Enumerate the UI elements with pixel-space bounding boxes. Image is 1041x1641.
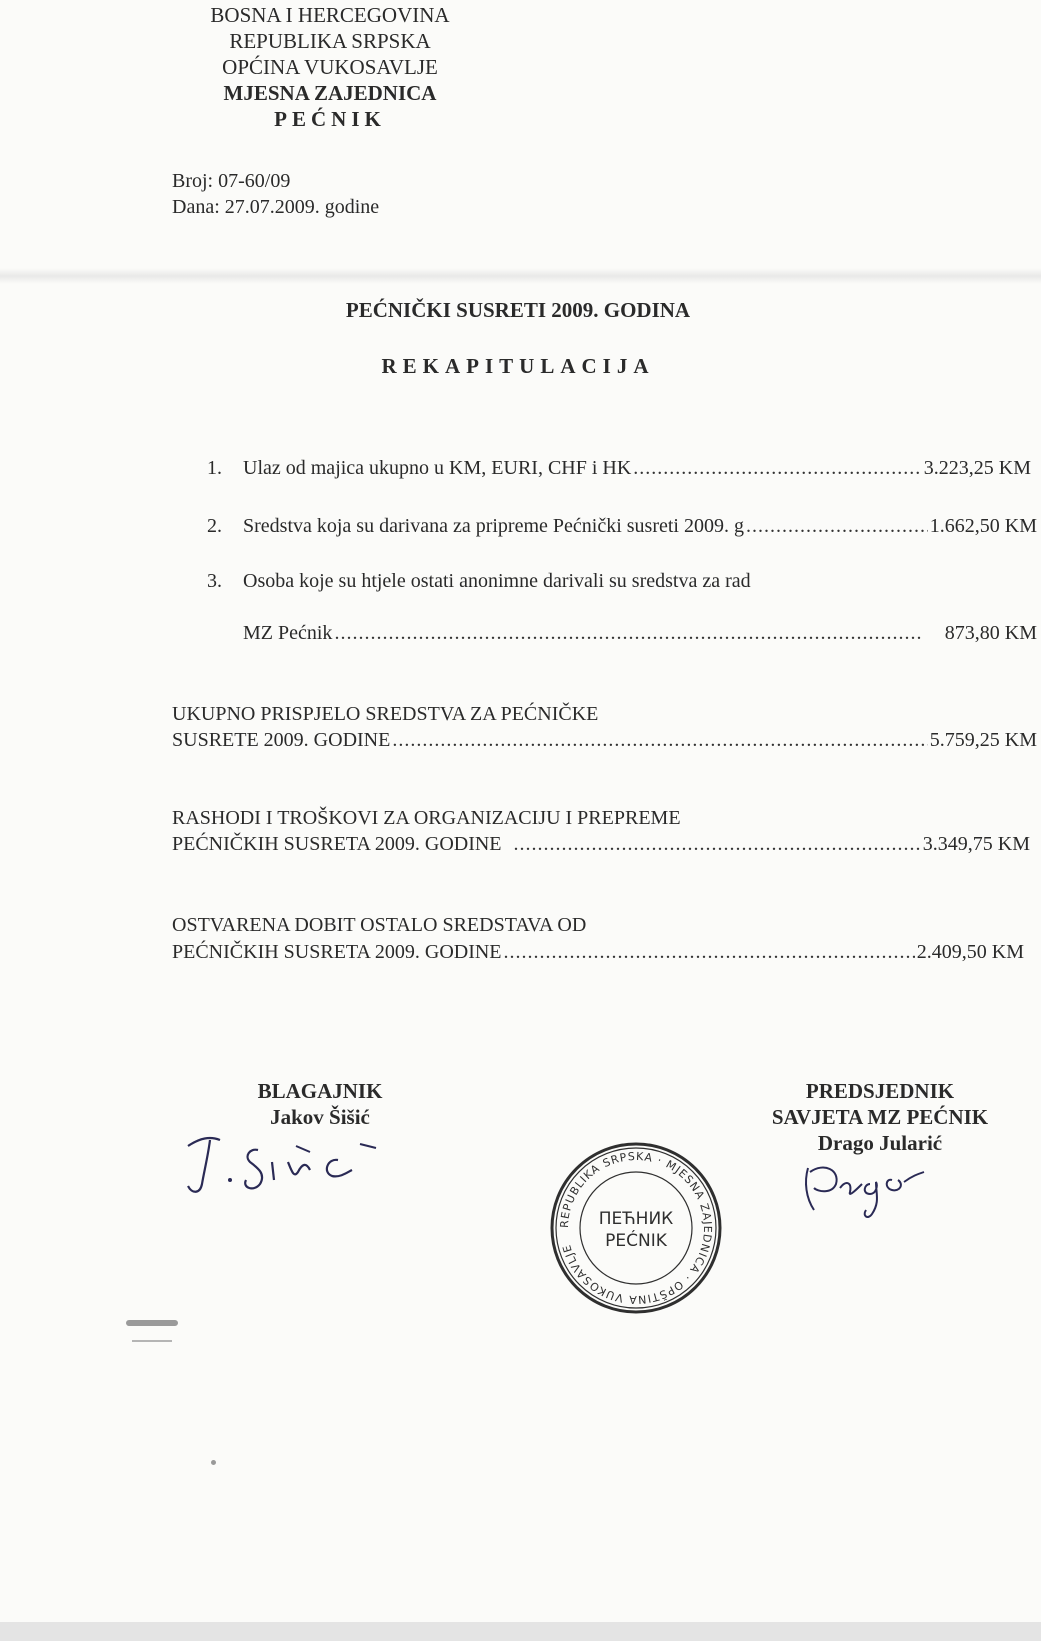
president-role: PREDSJEDNIK [805, 1079, 955, 1103]
president-signature [800, 1158, 940, 1222]
stamp-center-latin: PEĆNIK [605, 1231, 667, 1251]
scan-mark [132, 1340, 172, 1342]
dot-leader [392, 729, 927, 752]
item-number: 3. [207, 570, 222, 592]
total-2-line2 [172, 833, 1030, 856]
total-1-line1: UKUPNO PRISPJELO SREDSTVA ZA PEĆNIČKE [172, 703, 599, 725]
item-row-3-line1 [207, 570, 751, 593]
letterhead-village: PEĆNIK [274, 107, 386, 131]
document-meta [172, 168, 379, 220]
scan-mark [211, 1460, 216, 1465]
item-value: 873,80 KM [944, 622, 1037, 644]
item-value: 3.223,25 KM [923, 457, 1031, 479]
item-label: Osoba koje su htjele ostati anonimne darivali su sredstva za rad [243, 570, 751, 592]
letterhead-municipality: OPĆINA VUKOSAVLJE [222, 55, 438, 79]
treasurer-role: BLAGAJNIK [257, 1079, 383, 1103]
item-label-continued: MZ Pećnik [243, 622, 333, 644]
document-number: Broj: 07-60/09 [172, 170, 291, 192]
item-row-1 [207, 457, 1031, 480]
total-label: PEĆNIČKIH SUSRETA 2009. GODINE [172, 833, 502, 855]
dot-leader [334, 622, 922, 645]
item-label: Sredstva koja su darivana za pripreme Pećnički susreti 2009. g [243, 515, 744, 537]
scan-bottom-edge [0, 1622, 1041, 1641]
president-name: Drago Jularić [817, 1131, 943, 1155]
president-role-2: SAVJETA MZ PEĆNIK [771, 1105, 989, 1129]
stamp-ring-text: REPUBLIKA SRPSKA · MJESNA ZAJEDNICA · OPŠTINA VUKOSAVLJE [557, 1149, 715, 1307]
total-2-line1: RASHODI I TROŠKOVI ZA ORGANIZACIJU I PREPREME [172, 807, 681, 829]
item-label: Ulaz od majica ukupno u KM, EURI, CHF i HK [243, 457, 632, 479]
official-stamp [548, 1140, 724, 1316]
dot-leader [746, 515, 928, 538]
president-block [740, 1078, 1020, 1156]
total-1-line2 [172, 729, 1037, 752]
document-date: Dana: 27.07.2009. godine [172, 196, 380, 218]
scan-mark [126, 1320, 178, 1326]
dot-leader [504, 941, 915, 964]
item-number: 1. [207, 457, 222, 479]
letterhead-country: BOSNA I HERCEGOVINA [210, 3, 450, 27]
total-3-line2 [172, 941, 1024, 964]
item-row-3-line2 [243, 622, 1037, 645]
letterhead-entity: REPUBLIKA SRPSKA [229, 29, 431, 53]
total-label: SUSRETE 2009. GODINE [172, 729, 391, 751]
scan-artifact [0, 268, 1041, 284]
dot-leader [633, 457, 921, 480]
treasurer-signature [180, 1128, 420, 1208]
total-value: 3.349,75 KM [922, 833, 1030, 855]
treasurer-name: Jakov Šišić [270, 1105, 370, 1129]
document-title: PEĆNIČKI SUSRETI 2009. GODINA [345, 298, 691, 322]
dot-leader [514, 833, 921, 856]
total-value: 2.409,50 KM [916, 941, 1024, 963]
treasurer-block [220, 1078, 420, 1130]
stamp-center-cyrillic: ПЕЋНИК [598, 1209, 674, 1229]
letterhead-community: MJESNA ZAJEDNICA [223, 81, 437, 105]
document-subtitle: REKAPITULACIJA [381, 354, 655, 378]
total-3-line1: OSTVARENA DOBIT OSTALO SREDSTAVA OD [172, 914, 587, 936]
item-row-2 [207, 515, 1037, 538]
total-value: 5.759,25 KM [929, 729, 1037, 751]
total-label: PEĆNIČKIH SUSRETA 2009. GODINE [172, 941, 502, 963]
item-value: 1.662,50 KM [929, 515, 1037, 537]
letterhead [170, 2, 490, 132]
item-number: 2. [207, 515, 222, 537]
